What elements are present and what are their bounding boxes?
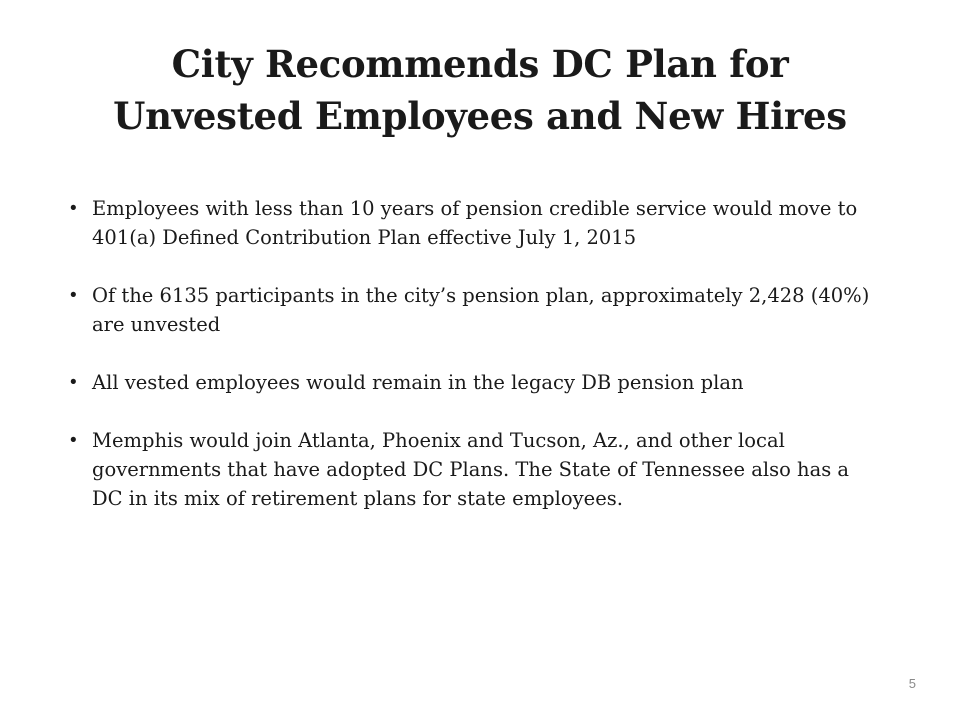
- bullet-dot-icon: •: [70, 198, 77, 219]
- slide-title-line-1: City Recommends DC Plan for: [171, 42, 789, 86]
- bullet-item: [70, 194, 870, 252]
- bullet-list: [70, 194, 870, 542]
- bullet-item: [70, 426, 870, 513]
- bullet-text: Employees with less than 10 years of pension credible service would move to 401(a) Defined Contribution Plan effective July 1, 2015: [92, 197, 858, 249]
- page-number: 5: [908, 676, 916, 691]
- bullet-dot-icon: •: [70, 430, 77, 451]
- bullet-dot-icon: •: [70, 285, 77, 306]
- bullet-text: Of the 6135 participants in the city’s pension plan, approximately 2,428 (40%) are unvested: [92, 284, 870, 336]
- bullet-text: All vested employees would remain in the legacy DB pension plan: [92, 371, 744, 394]
- bullet-item: [70, 368, 870, 397]
- slide-title: [60, 38, 900, 142]
- slide-title-line-2: Unvested Employees and New Hires: [113, 94, 847, 138]
- bullet-text: Memphis would join Atlanta, Phoenix and Tucson, Az., and other local governments that have adopted DC Plans. The State of Tennessee also has a DC in its mix of retirement plans for state employees.: [92, 429, 850, 510]
- bullet-item: [70, 281, 870, 339]
- bullet-dot-icon: •: [70, 372, 77, 393]
